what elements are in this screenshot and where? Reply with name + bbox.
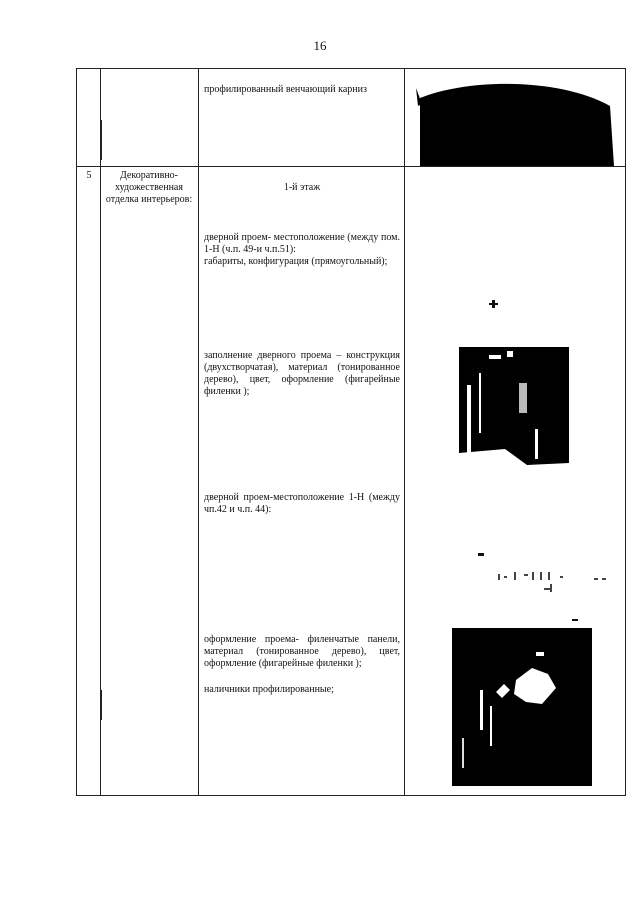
- table-border-left: [76, 68, 77, 796]
- faint-scan-marks: [490, 566, 614, 600]
- table-border-top: [76, 68, 626, 69]
- door-fill-text: заполнение дверного проема – конструкция (двухстворчатая), материал (тонированное дерево), цвет, оформление (фигарейные филенки );: [204, 350, 400, 397]
- doorway-location-2-text: дверной проем-местоположение 1-Н (между чп.42 и ч.п. 44):: [204, 492, 400, 515]
- table-col-divider-1: [100, 68, 101, 796]
- floor-heading: 1-й этаж: [283, 182, 321, 193]
- table-row-divider: [76, 166, 626, 167]
- scan-artifact: [101, 690, 102, 720]
- scan-speck: [478, 553, 484, 556]
- table-border-right: [625, 68, 626, 796]
- scan-speck: [489, 303, 498, 305]
- paneling-photo: [452, 628, 592, 786]
- scan-artifact: [101, 120, 102, 160]
- table-col-divider-3: [404, 68, 405, 796]
- doorway-dimensions-text: габариты, конфигурация (прямоугольный);: [204, 256, 388, 267]
- door-photo: [459, 347, 569, 477]
- row-number: 5: [86, 170, 92, 181]
- table-border-bottom: [76, 795, 626, 796]
- table-col-divider-2: [198, 68, 199, 796]
- row-top-description: профилированный венчающий карниз: [204, 84, 367, 95]
- scan-speck: [572, 619, 578, 621]
- row-category: Декоративно-художественная отделка интерьеров:: [105, 170, 193, 205]
- door-casings-text: наличники профилированные;: [204, 684, 334, 695]
- cornice-photo: [410, 76, 618, 166]
- doorway-paneling-text: оформление проема- филенчатые панели, материал (тонированное дерево), цвет, оформление (фигарейные филенки );: [204, 634, 400, 669]
- doorway-location-text: дверной проем- местоположение (между пом. 1-Н (ч.п. 49-и ч.п.51):: [204, 232, 400, 255]
- page-number: 16: [313, 38, 327, 53]
